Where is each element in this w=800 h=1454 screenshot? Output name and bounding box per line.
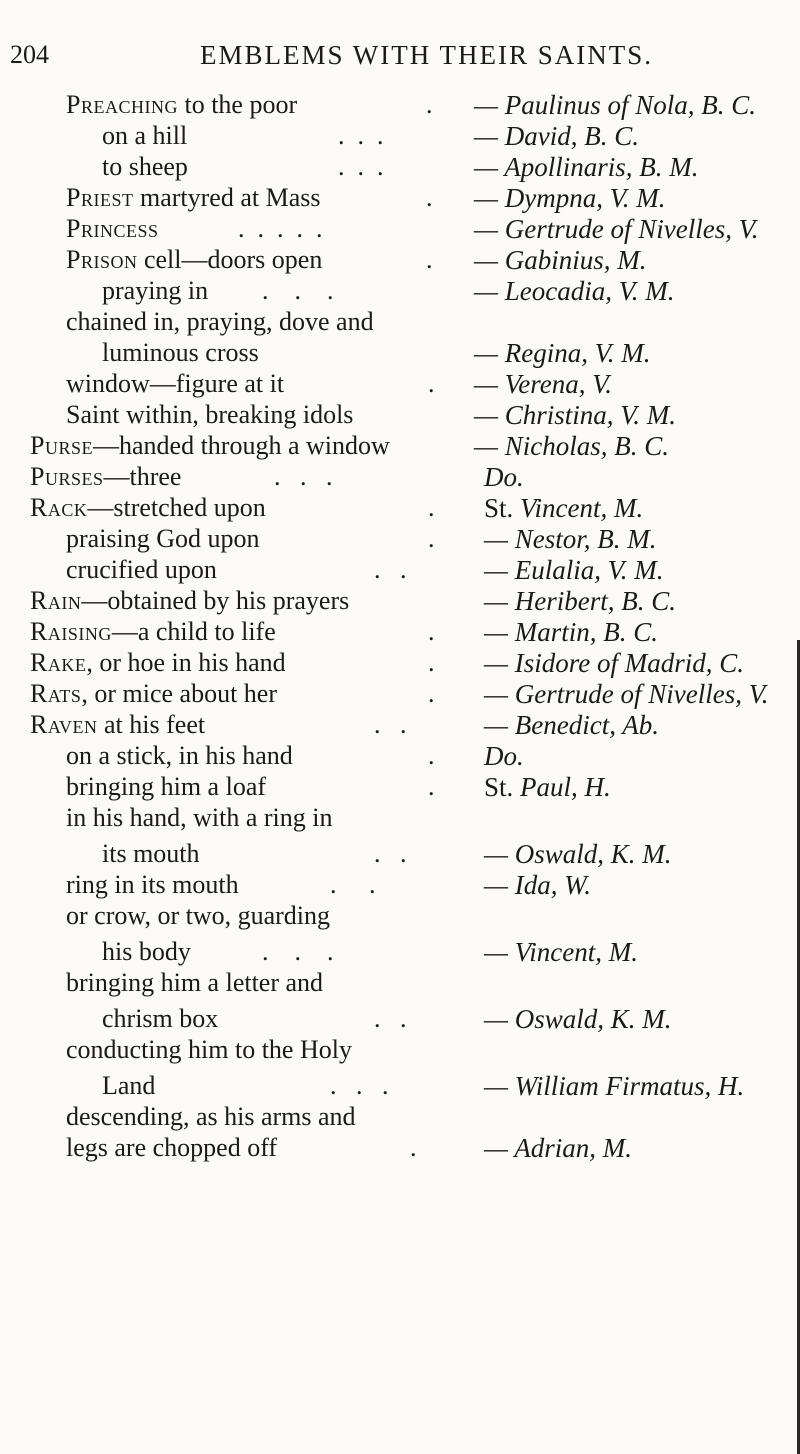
leader-dots: . — [426, 183, 433, 212]
leader-dots: . — [428, 493, 435, 522]
emblem-description: on a stick, in his hand — [66, 741, 293, 770]
emblem-description: bringing him a letter and — [66, 968, 324, 997]
emblem-description: bringing him a loaf — [66, 772, 267, 801]
leader-dots: . — [428, 524, 435, 553]
leader-dots: . . . — [262, 276, 334, 305]
leader-dots: . . — [374, 839, 407, 868]
saint-name: — Martin, B. C. — [484, 617, 659, 647]
emblem-description: in his hand, with a ring in — [66, 803, 333, 832]
entry-heading: Prison — [66, 245, 138, 274]
leader-dots: . — [426, 245, 433, 274]
entry-heading: Raising — [30, 617, 112, 646]
saint-name: Do. — [484, 741, 524, 771]
emblem-description: or crow, or two, guarding — [66, 901, 331, 930]
index-entry — [0, 1033, 800, 1071]
running-title: EMBLEMS WITH THEIR SAINTS. — [200, 40, 654, 70]
saint-name: Do. — [484, 462, 524, 492]
emblem-description: descending, as his arms and — [66, 1102, 356, 1131]
saint-prefix: St. — [484, 493, 514, 523]
leader-dots: . . . . . — [238, 214, 323, 243]
emblem-description — [66, 88, 297, 122]
entry-heading: Raven — [30, 710, 98, 739]
entry-text: —three — [103, 462, 182, 491]
saint-name: — David, B. C. — [474, 121, 639, 151]
leader-dots: . — [428, 648, 435, 677]
entry-heading: Rake — [30, 648, 87, 677]
index-entry — [0, 899, 800, 937]
leader-dots: . . . — [338, 152, 384, 181]
leader-dots: . . — [374, 710, 407, 739]
emblem-description: Land — [102, 1071, 156, 1100]
entry-text: to the poor — [177, 90, 298, 119]
entry-text: at his feet — [97, 710, 206, 739]
index-entry — [0, 801, 800, 839]
leader-dots: . . . — [262, 937, 334, 966]
emblem-description — [30, 584, 349, 618]
leader-dots: . . — [330, 870, 376, 899]
saint-name: — Nestor, B. M. — [484, 524, 657, 554]
saint-name: — Leocadia, V. M. — [474, 276, 675, 306]
emblem-description: crucified upon — [66, 555, 217, 584]
entry-text: —stretched upon — [87, 493, 266, 522]
saint-name: — Eulalia, V. M. — [484, 555, 664, 585]
page-number: 204 — [10, 40, 49, 69]
index-entry — [0, 1131, 800, 1169]
saint-name: — Heribert, B. C. — [484, 586, 676, 616]
emblem-description: chrism box — [102, 1004, 219, 1033]
entry-heading: Rats — [30, 679, 82, 708]
saint-name: — Verena, V. — [474, 369, 612, 399]
emblem-description: on a hill — [102, 121, 188, 150]
emblem-description — [30, 460, 181, 494]
leader-dots: . . — [374, 555, 407, 584]
emblem-description — [30, 615, 276, 649]
emblem-description: legs are chopped off — [66, 1133, 278, 1162]
entry-text: cell—doors open — [137, 245, 323, 274]
entry-text: , or mice about her — [81, 679, 278, 708]
saint-name — [484, 491, 643, 525]
saint-prefix: St. — [484, 772, 514, 802]
saint-name: — Dympna, V. M. — [474, 183, 666, 213]
saint-name-text: Vincent, M. — [520, 493, 644, 523]
leader-dots: . — [428, 679, 435, 708]
emblem-description: window—figure at it — [66, 369, 285, 398]
leader-dots: . . . — [330, 1071, 389, 1100]
leader-dots: . . . — [274, 462, 333, 491]
entry-text: , or hoe in his hand — [86, 648, 286, 677]
saint-name: — Adrian, M. — [484, 1133, 633, 1163]
entry-heading: Priest — [66, 183, 134, 212]
leader-dots: . — [428, 369, 435, 398]
emblem-description: Saint within, breaking idols — [66, 400, 354, 429]
entry-heading: Preaching — [66, 90, 178, 119]
saint-name: — Ida, W. — [484, 870, 592, 900]
emblem-description: its mouth — [102, 839, 200, 868]
saint-name: — Paulinus of Nola, B. C. — [474, 90, 757, 120]
entry-heading: Purses — [30, 462, 104, 491]
saint-name: — Vincent, M. — [484, 937, 638, 967]
emblem-description — [30, 646, 286, 680]
saint-name: — Gertrude of Nivelles, V. — [484, 679, 769, 709]
saint-name: — Oswald, K. M. — [484, 839, 672, 869]
leader-dots: . — [410, 1133, 417, 1162]
entry-heading: Princess — [66, 214, 159, 243]
saint-name: — Gabinius, M. — [474, 245, 647, 275]
emblem-description: luminous cross — [102, 338, 259, 367]
emblem-description: praising God upon — [66, 524, 260, 553]
saint-name: — Regina, V. M. — [474, 338, 651, 368]
emblem-description: his body — [102, 937, 191, 966]
emblem-description: chained in, praying, dove and — [66, 307, 374, 336]
leader-dots: . — [428, 772, 435, 801]
saint-name: — William Firmatus, H. — [484, 1071, 745, 1101]
entry-text: —obtained by his prayers — [81, 586, 350, 615]
emblem-description: conducting him to the Holy — [66, 1035, 352, 1064]
leader-dots: . — [428, 741, 435, 770]
entry-text: —a child to life — [111, 617, 276, 646]
saint-name: — Oswald, K. M. — [484, 1004, 672, 1034]
entry-heading: Rain — [30, 586, 82, 615]
saint-name: — Apollinaris, B. M. — [474, 152, 699, 182]
emblem-description — [30, 677, 277, 711]
emblem-description — [66, 212, 158, 246]
emblem-description — [66, 243, 322, 277]
emblem-description: to sheep — [102, 152, 188, 181]
entry-text: —handed through a window — [92, 431, 390, 460]
saint-name: — Isidore of Madrid, C. — [484, 648, 745, 678]
emblem-description — [30, 491, 266, 525]
leader-dots: . — [428, 617, 435, 646]
entry-heading: Rack — [30, 493, 88, 522]
saint-name: — Nicholas, B. C. — [474, 431, 670, 461]
emblem-description — [30, 708, 205, 742]
entry-heading: Purse — [30, 431, 93, 460]
leader-dots: . — [426, 90, 433, 119]
saint-name — [484, 770, 611, 804]
emblem-description — [30, 429, 390, 463]
entry-text: martyred at Mass — [133, 183, 321, 212]
saint-name: — Benedict, Ab. — [484, 710, 659, 740]
emblem-description — [66, 181, 320, 215]
leader-dots: . . . — [338, 121, 384, 150]
index-entry — [0, 966, 800, 1004]
leader-dots: . . — [374, 1004, 407, 1033]
emblem-description: ring in its mouth — [66, 870, 239, 899]
saint-name: — Christina, V. M. — [474, 400, 677, 430]
saint-name: — Gertrude of Nivelles, V. — [474, 214, 759, 244]
saint-name-text: Paul, H. — [520, 772, 611, 802]
emblem-description: praying in — [102, 276, 209, 305]
